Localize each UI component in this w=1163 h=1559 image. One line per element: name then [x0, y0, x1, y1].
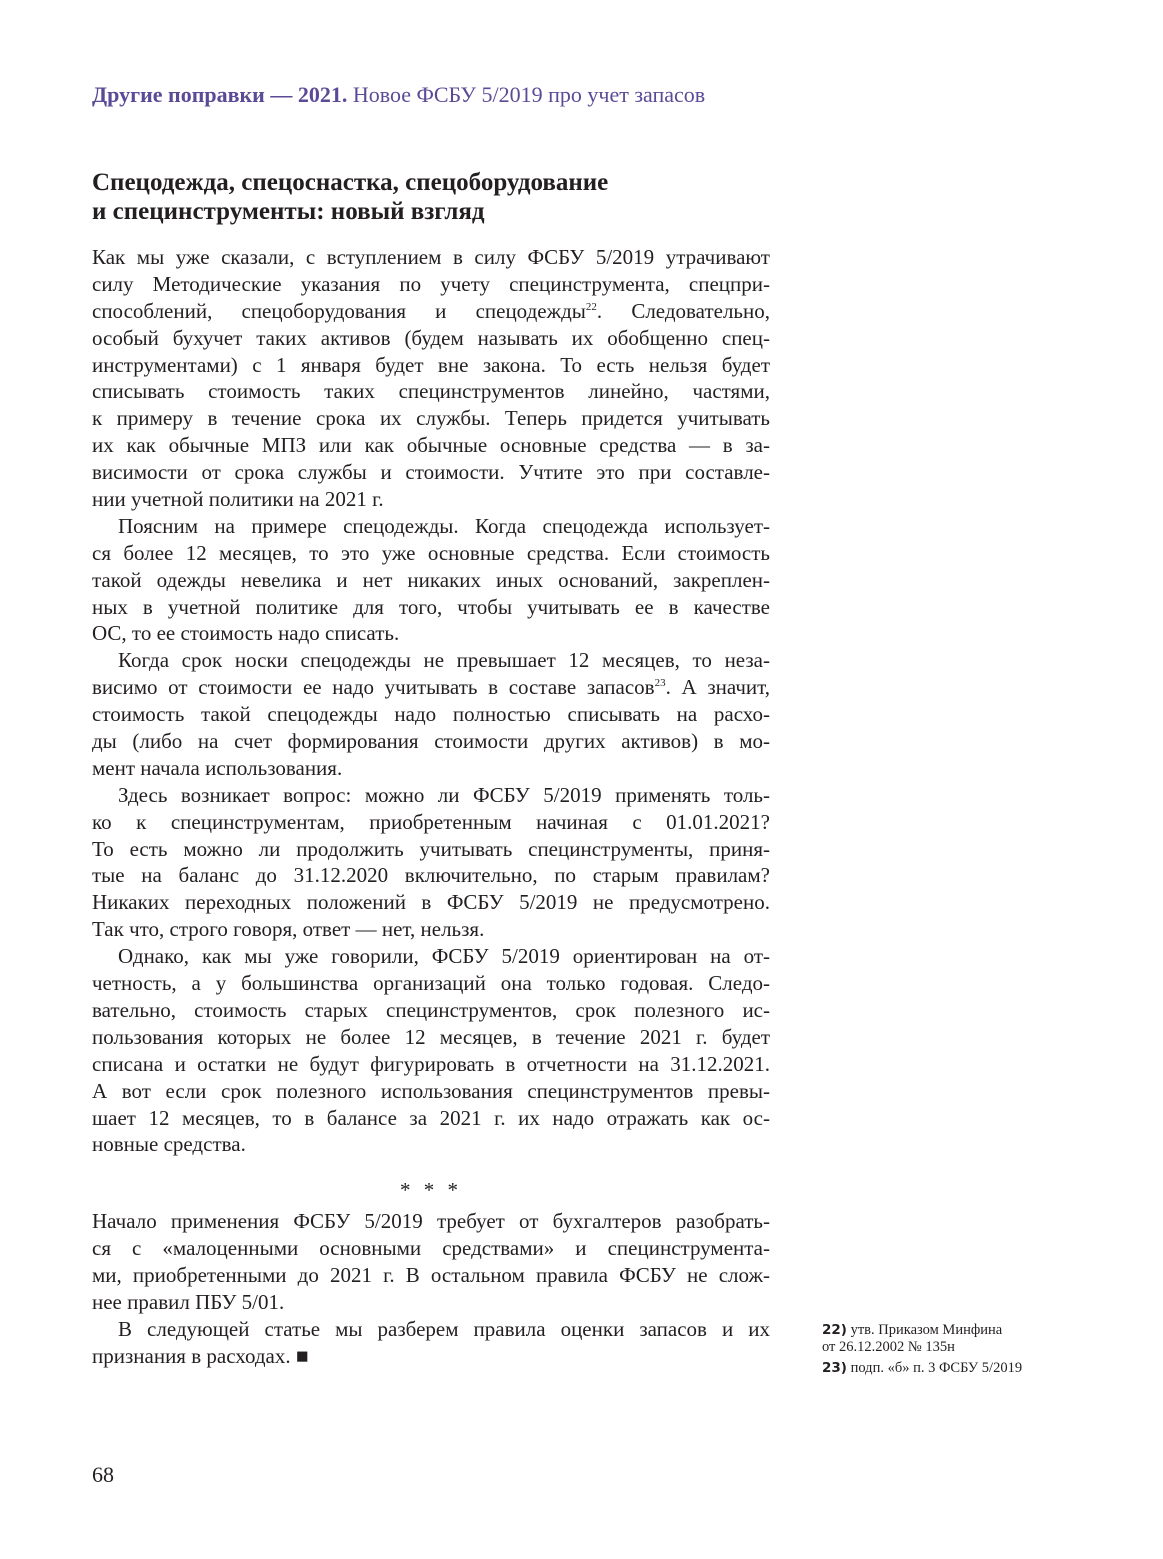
footnote-23 — [822, 1360, 1022, 1377]
text-line: ко к специнструментам, приобретенным начиная с 01.01.2021? — [92, 809, 770, 834]
footnote-ref: 23 — [654, 677, 666, 690]
text-line: тые на баланс до 31.12.2020 включительно, по старым правилам? — [92, 863, 770, 888]
text-line: Так что, строго говоря, ответ — нет, нельзя. — [92, 917, 485, 942]
page-number: 68 — [92, 1462, 114, 1487]
text-line: пользования которых не более 12 месяцев, в течение 2021 г. будет — [92, 1024, 770, 1049]
text-line: четность, а у большинства организаций она только годовая. Следо- — [92, 971, 770, 996]
title-line: Спецодежда, спецоснастка, спецоборудование — [92, 169, 609, 196]
text-line: шает 12 месяцев, то в балансе за 2021 г. их надо отражать как ос- — [92, 1105, 770, 1130]
paragraph — [92, 244, 770, 513]
running-head-section: Другие поправки — 2021. — [92, 82, 348, 107]
paragraph — [92, 782, 770, 943]
text-line: Когда срок носки спецодежды не превышает 12 месяцев, то неза- — [118, 648, 770, 673]
text-line: Поясним на примере спецодежды. Когда спецодежда использует- — [118, 513, 770, 538]
text-line: признания в расходах. ■ — [92, 1343, 309, 1368]
article-title — [92, 168, 608, 226]
text-line: А вот если срок полезного использования специнструментов превы- — [92, 1078, 770, 1103]
text-line: нии учетной политики на 2021 г. — [92, 487, 384, 512]
text-line: вательно, стоимость старых специнструментов, срок полезного ис- — [92, 997, 770, 1022]
text-segment: висимо от стоимости ее надо учитывать в составе запасов — [92, 675, 655, 700]
text-line: То есть можно ли продолжить учитывать специнструменты, приня- — [92, 836, 770, 861]
text-line: ся с «малоценными основными средствами» и специнструмента- — [92, 1236, 770, 1261]
text-line — [92, 298, 770, 325]
text-segment: способлений, спецоборудования и спецодежды — [92, 298, 586, 323]
running-head — [92, 82, 705, 108]
text-line: их как обычные МПЗ или как обычные основные средства — в за- — [92, 433, 770, 458]
footnote-text: от 26.12.2002 № 135н — [822, 1339, 955, 1355]
title-line: и специнструменты: новый взгляд — [92, 198, 485, 225]
footnote-number: 22) — [822, 1322, 847, 1338]
paragraph — [92, 1316, 770, 1370]
footnote-number: 23) — [822, 1360, 847, 1376]
text-line — [92, 674, 770, 701]
text-line: стоимость такой спецодежды надо полностью списывать на расхо- — [92, 702, 770, 727]
text-line: силу Методические указания по учету специнструмента, спецпри- — [92, 271, 770, 296]
text-line: В следующей статье мы разберем правила оценки запасов и их — [118, 1316, 770, 1341]
main-paragraphs — [92, 244, 770, 1158]
footnotes — [822, 1322, 1022, 1381]
text-line: Начало применения ФСБУ 5/2019 требует от бухгалтеров разобрать- — [92, 1209, 770, 1234]
footnote-text: подп. «б» п. 3 ФСБУ 5/2019 — [850, 1360, 1023, 1376]
footnote-ref: 22 — [585, 300, 597, 313]
text-line: списывать стоимость таких специнструментов линейно, частями, — [92, 379, 770, 404]
footnote-text: утв. Приказом Минфина — [850, 1322, 1003, 1338]
text-line: новные средства. — [92, 1132, 246, 1157]
text-line: к примеру в течение срока их службы. Теперь придется учитывать — [92, 406, 770, 431]
text-line: нее правил ПБУ 5/01. — [92, 1289, 285, 1314]
text-line: ОС, то ее стоимость надо списать. — [92, 621, 400, 646]
article-body — [92, 244, 770, 1370]
text-line: ми, приобретенными до 2021 г. В остальном правила ФСБУ не слож- — [92, 1262, 770, 1287]
paragraph — [92, 647, 770, 781]
text-line: Однако, как мы уже говорили, ФСБУ 5/2019 ориентирован на от- — [118, 944, 770, 969]
footnote-22 — [822, 1322, 1022, 1356]
text-line: Здесь возникает вопрос: можно ли ФСБУ 5/2019 применять толь- — [118, 782, 770, 807]
paragraph — [92, 943, 770, 1158]
text-line: висимости от срока службы и стоимости. Учтите это при составле- — [92, 460, 770, 485]
text-line: инструментами) с 1 января будет вне закона. То есть нельзя будет — [92, 352, 770, 377]
text-line: особый бухучет таких активов (будем называть их обобщенно спец- — [92, 325, 770, 350]
paragraph — [92, 1208, 770, 1316]
closing-paragraphs — [92, 1208, 770, 1369]
text-line: мент начала использования. — [92, 755, 343, 780]
text-line: ся более 12 месяцев, то это уже основные средства. Если стоимость — [92, 540, 770, 565]
running-head-subtitle: Новое ФСБУ 5/2019 про учет запасов — [352, 82, 706, 107]
text-line: Как мы уже сказали, с вступлением в силу ФСБУ 5/2019 утрачивают — [92, 245, 770, 269]
text-line: списана и остатки не будут фигурировать в отчетности на 31.12.2021. — [92, 1051, 770, 1076]
text-line: такой одежды невелика и нет никаких иных оснований, закреплен- — [92, 567, 770, 592]
text-line: ды (либо на счет формирования стоимости других активов) в мо- — [92, 729, 770, 754]
text-segment: . А значит, — [665, 675, 770, 700]
paragraph — [92, 513, 770, 647]
text-line: ных в учетной политике для того, чтобы учитывать ее в качестве — [92, 594, 770, 619]
section-separator: * * * — [400, 1178, 462, 1203]
text-line: Никаких переходных положений в ФСБУ 5/2019 не предусмотрено. — [92, 890, 770, 915]
text-segment: . Следовательно, — [596, 298, 770, 323]
